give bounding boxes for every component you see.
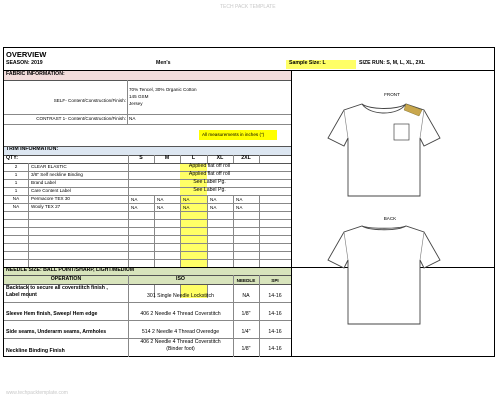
size-run-label: SIZE RUN: S, M, L, XL, 2XL xyxy=(359,60,426,66)
trim-col-qty: QTY: xyxy=(6,155,19,161)
needle-col-spi: SPI xyxy=(271,278,279,283)
needle-h1 xyxy=(4,302,291,303)
needle-row-iso: 514 2 Needle 4 Thread Overedge xyxy=(141,329,220,335)
gender-label: Men's xyxy=(156,60,171,66)
trim-row-name: Permacore TEX 30 xyxy=(31,196,70,201)
needle-row-needle: 1/8" xyxy=(241,311,251,317)
fabric-bottom-line xyxy=(4,124,291,125)
trim-section-title: TRIM INFORMATION: xyxy=(6,146,59,152)
trim-h10 xyxy=(4,243,291,244)
measurement-note: All measurements in inches (") xyxy=(202,132,265,137)
trim-row-qty: 1 xyxy=(14,188,18,193)
needle-section-title: NEEDLE SIZE: BALL POINT/SHARP, LIGHT/MEDIUM xyxy=(6,267,135,273)
fabric-header-line xyxy=(4,80,291,81)
trim-size-m: M xyxy=(164,155,170,161)
trim-row-qty: NA xyxy=(12,204,20,209)
needle-row-operation: Neckline Binding Finish xyxy=(6,348,65,354)
needle-col-needle: NEEDLE xyxy=(236,278,256,283)
trim-v4a xyxy=(180,155,181,163)
needle-row-spi: 14-16 xyxy=(268,346,282,352)
trim-v6a xyxy=(233,155,234,163)
trim-row-qty: 1 xyxy=(14,180,18,185)
trim-row-qty: 1 xyxy=(14,172,18,177)
trim-h6 xyxy=(4,211,291,212)
needle-row-operation: Backtack to secure all coverstitch finish , xyxy=(6,285,108,291)
trim-row-name: 3/8" Self neckline Binding xyxy=(31,172,83,177)
trim-size-s: S xyxy=(139,155,143,161)
trim-h8 xyxy=(4,227,291,228)
front-tshirt-sketch xyxy=(324,98,444,200)
overview-title: OVERVIEW xyxy=(6,50,47,59)
front-label: FRONT xyxy=(384,92,400,97)
trim-row-merged: Applied flat off roll xyxy=(188,163,231,169)
trim-cell: NA xyxy=(157,205,164,210)
trim-cell: NA xyxy=(131,197,138,202)
needle-row-spi: 14-16 xyxy=(268,329,282,335)
trim-h7 xyxy=(4,219,291,220)
trim-top-line xyxy=(4,146,291,147)
needle-row-iso: 406 2 Needle 4 Thread Coverstitch xyxy=(140,339,221,345)
needle-row-spi: 14-16 xyxy=(268,293,282,299)
trim-cell: NA xyxy=(183,197,190,202)
trim-h11 xyxy=(4,251,291,252)
trim-size-xl: XL xyxy=(216,155,224,161)
sketch-divider xyxy=(291,70,292,356)
needle-row-spi: 14-16 xyxy=(268,311,282,317)
self-value-3: Jersey xyxy=(129,101,143,106)
contrast-label: CONTRAST 1- Content/Construction/Finish: xyxy=(36,116,126,121)
season-label: SEASON: 2019 xyxy=(6,60,43,66)
needle-row-needle: NA xyxy=(242,293,250,299)
trim-size-l: L xyxy=(191,155,196,161)
needle-row-operation-2: Label mount xyxy=(6,292,37,298)
bottom-faint-text: www.techpacktemplate.com xyxy=(6,390,68,396)
tech-pack-sheet xyxy=(3,47,495,357)
needle-row-iso: 301 Single Needle Lockstitch xyxy=(147,293,214,299)
self-value-2: 145 GSM xyxy=(129,94,149,99)
self-value-1: 70% Tencel, 30% Organic Cotton xyxy=(129,87,197,92)
trim-cell: NA xyxy=(183,205,190,210)
fabric-row-line xyxy=(4,114,291,115)
needle-col-iso: ISO xyxy=(176,276,185,282)
trim-cell: NA xyxy=(210,205,217,210)
trim-cell: NA xyxy=(236,197,243,202)
needle-row-operation: Side seams, Underarm seams, Armholes xyxy=(6,329,107,335)
trim-cell: NA xyxy=(236,205,243,210)
back-tshirt-sketch xyxy=(324,220,444,328)
trim-row-name: CLEAR ELASTIC xyxy=(31,164,67,169)
fabric-section-title: FABRIC INFORMATION: xyxy=(6,71,65,77)
needle-row-iso-2: (Binder foot) xyxy=(166,346,195,352)
needle-h2 xyxy=(4,320,291,321)
trim-cell: NA xyxy=(131,205,138,210)
trim-h9 xyxy=(4,235,291,236)
needle-row-operation: Sleeve Hem finish, Sweep/ Hem edge xyxy=(6,311,98,317)
trim-v7a xyxy=(259,155,260,163)
needle-col-operation: OPERATION xyxy=(50,276,82,282)
trim-row-qty: NA xyxy=(12,196,20,201)
trim-row-merged: See Label Pg. xyxy=(193,179,226,185)
self-label: SELF- Content/Construction/Finish: xyxy=(53,98,126,103)
needle-row-needle: 1/8" xyxy=(241,346,251,352)
needle-row-iso: 406 2 Needle 4 Thread Coverstitch xyxy=(140,311,221,317)
trim-h12 xyxy=(4,259,291,260)
contrast-value: NA xyxy=(129,116,136,121)
trim-row-name: Brand Label xyxy=(31,180,56,185)
trim-row-qty: 2 xyxy=(14,164,18,169)
trim-row-name: Care Content Label xyxy=(31,188,71,193)
trim-v3a xyxy=(154,155,155,163)
needle-row-needle: 1/4" xyxy=(241,329,251,335)
trim-size-2xl: 2XL xyxy=(241,155,251,161)
trim-cell: NA xyxy=(157,197,164,202)
trim-row-merged: Applied flat off roll xyxy=(188,171,231,177)
trim-row-merged: See Label Pg. xyxy=(193,187,226,193)
trim-v5a xyxy=(207,155,208,163)
top-faint-text: TECH PACK TEMPLATE xyxy=(220,4,276,10)
sample-size-label: Sample Size: L xyxy=(289,60,326,66)
back-label: BACK xyxy=(383,216,397,221)
trim-cell: NA xyxy=(210,197,217,202)
fabric-col-line xyxy=(127,80,128,124)
trim-row-name: Wooly TEX 27 xyxy=(31,204,61,209)
